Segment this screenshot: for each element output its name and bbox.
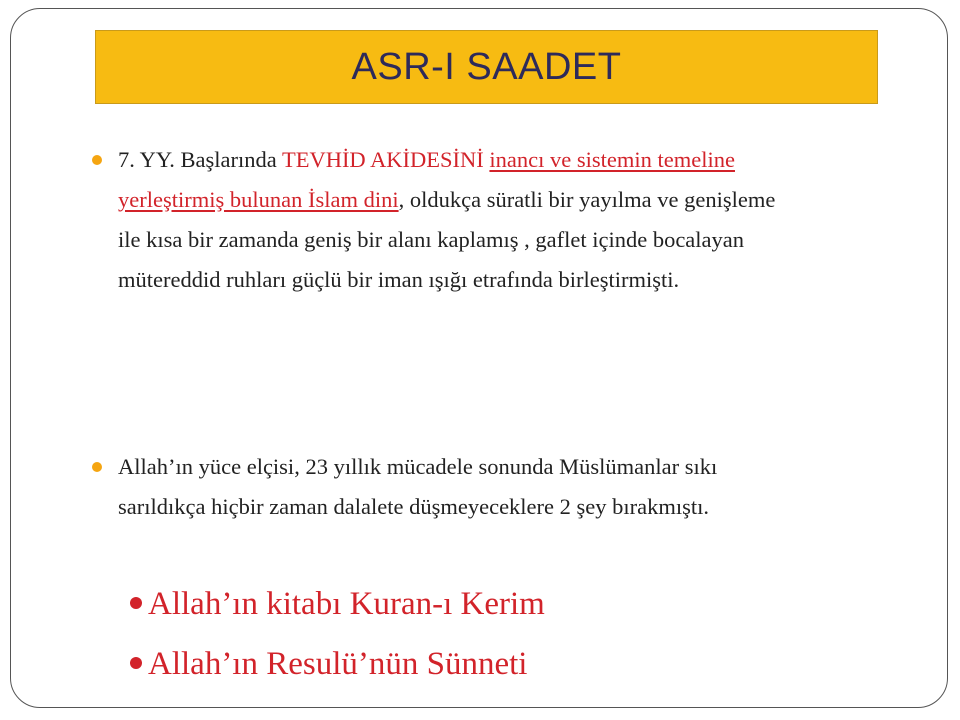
title-banner (95, 30, 878, 104)
bullet-icon (92, 462, 102, 472)
sub-item-2 (130, 646, 527, 683)
islam-underlined: inancı ve sistemin temeline yerleştirmiş bulunan İslam dini (118, 147, 735, 212)
paragraph-2 (118, 447, 768, 527)
paragraph-1 (118, 140, 798, 300)
sub-item-2-text: Allah’ın Resulü’nün Sünneti (148, 646, 528, 682)
sub-bullet-icon (130, 597, 142, 609)
paragraph-2-text: Allah’ın yüce elçisi, 23 yıllık mücadele sonunda Müslümanlar sıkı sarıldıkça hiçbir zaman dalalete düşmeyeceklere 2 şey bırakmıştı. (118, 454, 718, 519)
tevhid-highlight: TEVHİD AKİDESİNİ (281, 147, 484, 172)
sub-item-1 (130, 586, 545, 623)
paragraph-1-end: , oldukça süratli bir yayılma ve genişleme ile kısa bir zamanda geniş bir alanı kaplamış , gaflet içinde bocalayan mütereddid ruhları güçlü bir iman ışığı etrafında birleştirmişti. (118, 187, 776, 292)
slide-title: ASR-I SAADET (351, 45, 622, 88)
bullet-icon (92, 155, 102, 165)
paragraph-1-start: 7. YY. Başlarında (118, 147, 282, 172)
sub-item-1-text: Allah’ın kitabı Kuran-ı Kerim (148, 586, 545, 622)
sub-bullet-icon (130, 657, 142, 669)
